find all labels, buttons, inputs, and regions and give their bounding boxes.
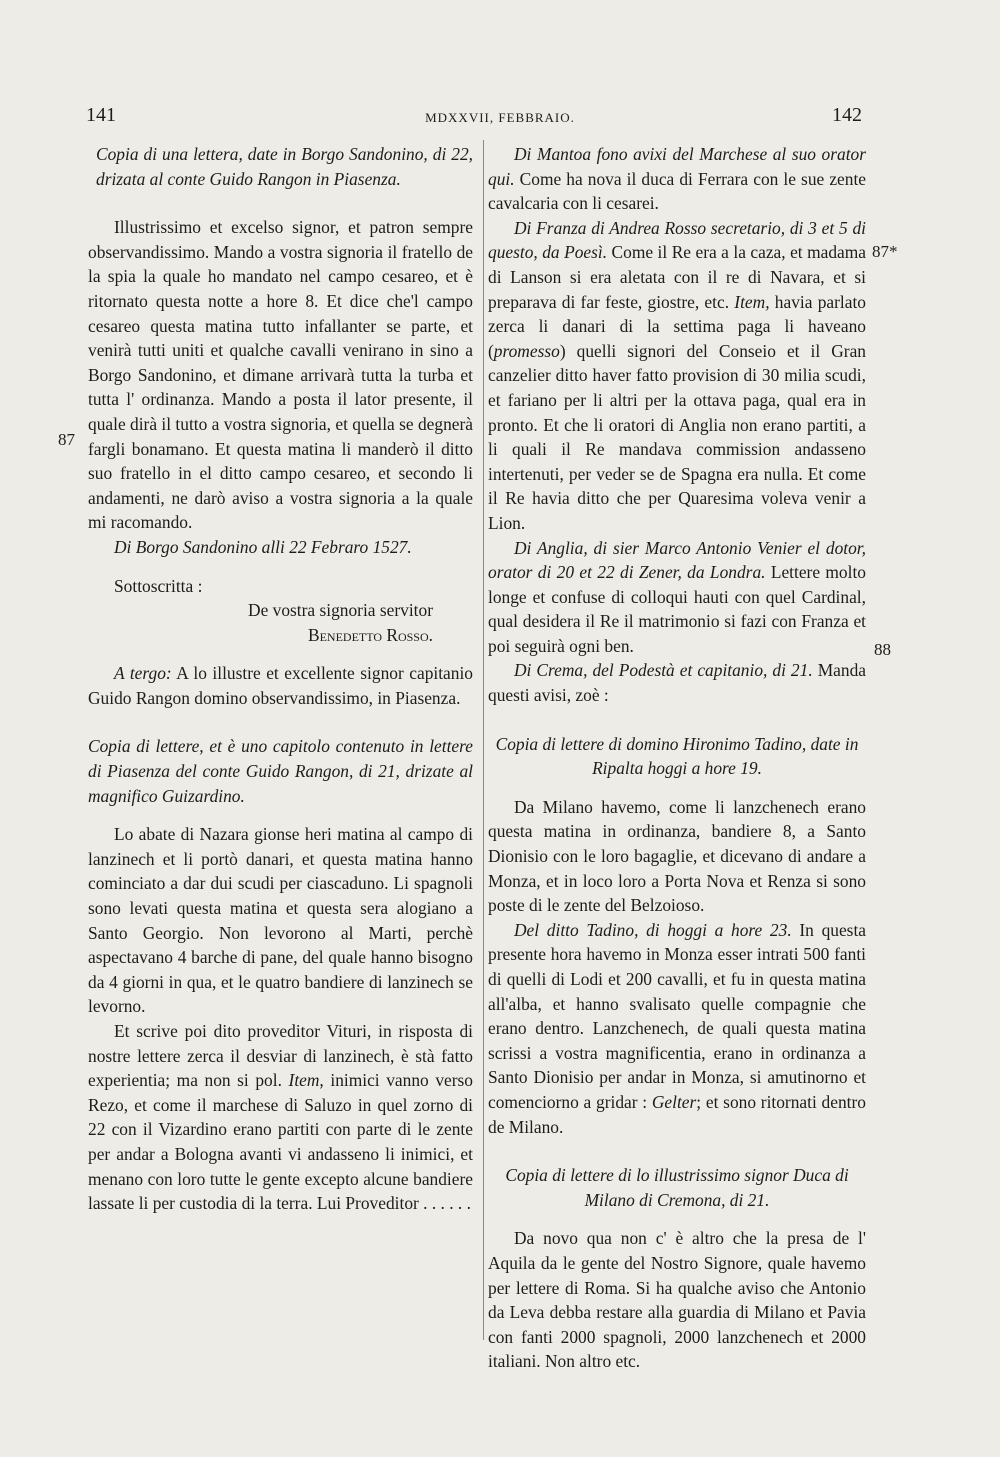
body-3-part-b: inimici vanno verso Rezo, et come il marchese di Saluzo in quel zorno di 22 con il Vizardino erano partiti con parte di le zente per andar a Bologna avanti vi andasseno li inimici, et menano con loro tutte le gente excepto alcune bandiere lassate li per custodia di la terra. Lui Proveditor . . . . . . bbox=[88, 1070, 473, 1214]
franza-text-c: ) quelli signori del Conseio et il Gran canzelier ditto haver fatto provision di 30 milia scudi, et fariano per li altri per la ottava paga, qual era in pronto. Et che li oratori di Anglia non erano partiti, a li quali il Re mandava commission andasseno intertenuti, per veder se de Spagna era nulla. Et come il Re havia ditto che per Quaresima voleva venir a Lion. bbox=[488, 340, 866, 533]
franza-text-a: Come il Re era a la caza, et madama di Lanson si era aletata con il re di Navara, et si preparava di far feste, giostre, etc. bbox=[488, 242, 866, 312]
servitor-line: De vostra signoria servitor bbox=[248, 600, 433, 621]
mantoa-heading: Di Mantoa fono avixi del Marchese al suo orator qui. bbox=[488, 144, 866, 189]
left-column bbox=[88, 142, 473, 1216]
franza-heading: Di Franza di Andrea Rosso secretario, di 3 et 5 di questo, da Poesì. bbox=[488, 217, 866, 263]
page-header bbox=[0, 104, 1000, 132]
gelter-word: Gelter bbox=[651, 1091, 697, 1112]
anglia-heading: Di Anglia, di sier Marco Antonio Venier el dotor, orator di 20 et 22 di Zener, da Londra. bbox=[488, 537, 866, 583]
paragraph-mantoa bbox=[488, 142, 866, 216]
letter-body-1: Illustrissimo et excelso signor, et patron sempre observandissimo. Mando a vostra signoria il fratello de la spia la quale ho mandato nel campo cesareo, et è ritornato questa notte a hore 8. Et dice che'l campo cesareo questa matina tutto infallanter se parte, et venirà tutti uniti et qualche cavalli venirano in sino a Borgo Sandonino, et dimane arrivarà tutta la turba et tutta l' ordinanza. Mando a posta il lator presente, il quale dirà il tutto a vostra signoria, et quella se degnerà fargli bonamano. Et questa matina li manderò il ditto suo fratello in el ditto campo cesareo, et secondo li andamenti, ne darò aviso a vostra signoria a la quale mi racomando. bbox=[88, 217, 473, 533]
item-word: Item, bbox=[288, 1070, 324, 1091]
letter-body-duca: Da novo qua non c' è altro che la presa de l' Aquila da le gente del Nostro Signore, quale havemo per lettere di Roma. Si ha qualche aviso che Antonio da Leva debba restare alla guardia di Milano et Pavia con fanti 2000 spagnoli, 2000 lanzchenech et 2000 italiani. Non altro etc. bbox=[488, 1228, 866, 1372]
letter-title-1: Copia di una lettera, date in Borgo Sandonino, di 22, drizata al conte Guido Rangon in Piasenza. bbox=[96, 144, 473, 189]
paragraph-tadino-2 bbox=[488, 918, 866, 1139]
paragraph-crema bbox=[488, 658, 866, 707]
crema-text: Manda questi avisi, zoè : bbox=[488, 660, 866, 706]
franza-item: Item, bbox=[734, 291, 770, 312]
letter-body-tadino-1: Da Milano havemo, come li lanzchenech erano questa matina in ordinanza, bandiere 8, a Santo Dionisio con le loro bagaglie, et dicevano di andare a Monza, et in loco loro a Porta Nova et Renza si sono poste di le zente del Belzoioso. bbox=[488, 796, 866, 916]
letter-body-2: Lo abate di Nazara gionse heri matina al campo di lanzinech et li portò danari, et questa matina hanno cominciato a dar dui scudi per ciascaduno. Li spagnoli sono levati questa matina et questa sera alogiano a Santo Georgio. Non levorono al Marti, perchè aspectavano 4 barche di pane, del quale hanno bisogno da 4 giorni in qua, et le quatro bandiere di lanzinech se levorno. bbox=[88, 824, 473, 1017]
a-tergo-label: A tergo: bbox=[114, 663, 172, 684]
dateline: Di Borgo Sandonino alli 22 Febraro 1527. bbox=[114, 536, 412, 557]
signer-name: Benedetto Rosso. bbox=[307, 624, 433, 645]
letter-body-3 bbox=[88, 1019, 473, 1216]
margin-number-right-87: 87* bbox=[872, 242, 898, 261]
tadino-text-b: ; et sono ritornati dentro de Milano. bbox=[488, 1091, 866, 1137]
tadino-heading: Del ditto Tadino, di hoggi a hore 23. bbox=[514, 919, 792, 940]
column-divider bbox=[483, 140, 484, 1340]
page-number-left: 141 bbox=[86, 104, 116, 126]
subscription-label: Sottoscritta : bbox=[114, 575, 203, 596]
crema-heading: Di Crema, del Podestà et capitanio, di 21. bbox=[514, 660, 813, 681]
franza-promesso: promesso bbox=[493, 340, 560, 361]
franza-text-b: havia parlato zerca li danari di la settima paga li haveano ( bbox=[488, 291, 866, 361]
letter-title-4: Copia di lettere di lo illustrissimo signor Duca di Milano di Cremona, di 21. bbox=[505, 1165, 849, 1210]
paragraph-anglia bbox=[488, 536, 866, 659]
mantoa-text: Come ha nova il duca di Ferrara con le sue zente cavalcaria con li cesarei. bbox=[488, 168, 866, 214]
anglia-text: Lettere molto longe et confuse di colloqui hauti con quel Cardinal, qual desidera il Re il matrimonio si fazi con Franza et poi seguirà ogni ben. bbox=[488, 562, 866, 656]
running-title: MDXXVII, FEBBRAIO. bbox=[425, 110, 575, 125]
letter-title-2: Copia di lettere, et è uno capitolo contenuto in lettere di Piasenza del conte Guido Rangon, di 21, drizate al magnifico Guizardino. bbox=[88, 736, 473, 806]
tadino-text-a: In questa presente hora havemo in Monza esser intrati 500 fanti di quelli di Lodi et 200 cavalli, et fu in questa matina all'alba, et hanno svalisato quelle compagnie che erano dentro. Lanzchenech, de quali questa matina scrissi a vostra magnificentia, erano in ordinanza a Santo Dionisio per andar in Monza, si amutinorno et comenciorno a gridar : bbox=[488, 919, 866, 1112]
page-number-right: 142 bbox=[832, 104, 862, 126]
right-column bbox=[488, 142, 866, 1374]
letter-title-3: Copia di lettere di domino Hironimo Tadino, date in Ripalta hoggi a hore 19. bbox=[495, 733, 859, 779]
a-tergo-paragraph bbox=[88, 661, 473, 710]
body-3-part-a: Et scrive poi dito proveditor Vituri, in risposta di nostre lettere zerca il desviar di lanzinech, è stà fatto experientia; ma non si pol. bbox=[88, 1021, 473, 1091]
paragraph-franza bbox=[488, 216, 866, 536]
a-tergo-text: A lo illustre et excellente signor capitanio Guido Rangon domino observandissimo, in Piasenza. bbox=[88, 663, 474, 708]
margin-number-right-88: 88 bbox=[874, 640, 891, 659]
margin-number-left: 87 bbox=[58, 430, 75, 449]
